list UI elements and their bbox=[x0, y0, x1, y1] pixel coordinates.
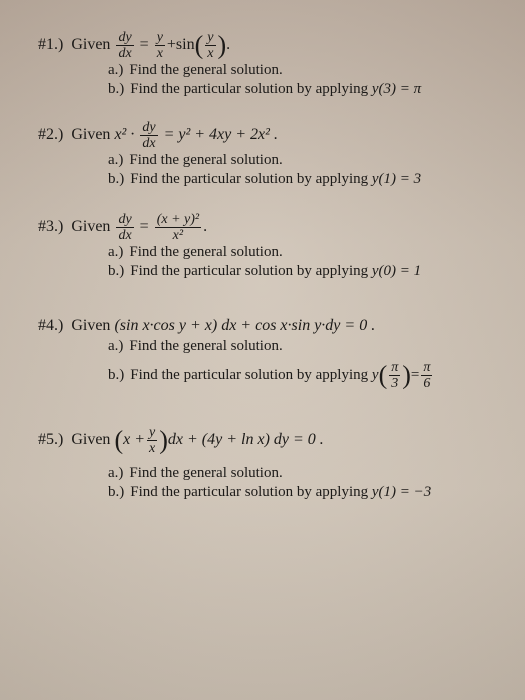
given-word: Given bbox=[71, 36, 111, 54]
initial-condition: y(1) = −3 bbox=[371, 484, 432, 500]
condition-value-fraction: $\frac{\pi}{6}$ bbox=[423, 360, 431, 391]
part-b-text: Find the particular solution by applying bbox=[130, 484, 369, 500]
part-a-text: Find the general solution. bbox=[129, 62, 283, 78]
part-b: b.) Find the particular solution by applying y( $\frac{\pi}{3}$ )= $\frac{\pi}{6}$ bbox=[108, 360, 431, 391]
part-b bbox=[38, 262, 508, 281]
sin-term: +sin bbox=[166, 36, 195, 54]
equation-rest: dx + (4y + ln x) dy = 0 . bbox=[167, 431, 324, 449]
part-a bbox=[38, 151, 508, 170]
part-a-label: a.) bbox=[108, 338, 124, 354]
problem-5 bbox=[38, 425, 508, 502]
sin-argument-fraction: $\frac{y}{x}$ bbox=[207, 30, 214, 61]
part-a-label: a.) bbox=[108, 465, 124, 481]
initial-condition-func: y bbox=[371, 366, 379, 383]
equation-rhs: = y² + 4xy + 2x² . bbox=[163, 126, 278, 144]
equals-sign: = bbox=[139, 218, 149, 236]
problem-1 bbox=[38, 30, 508, 99]
part-b-text: Find the particular solution by applying bbox=[130, 366, 369, 383]
problem-4 bbox=[38, 315, 508, 391]
part-a bbox=[38, 337, 508, 356]
period: . bbox=[226, 36, 231, 54]
given-word: Given bbox=[71, 317, 111, 334]
part-b-text: Find the particular solution by applying bbox=[130, 81, 369, 97]
initial-condition: y(0) = 1 bbox=[371, 263, 422, 279]
part-a-label: a.) bbox=[108, 62, 124, 78]
part-a-text: Find the general solution. bbox=[129, 338, 283, 354]
derivative-fraction: $\frac{dy}{dx}$ bbox=[142, 120, 156, 151]
part-b-label: b.) bbox=[108, 81, 125, 97]
problem-2-statement bbox=[38, 120, 508, 151]
part-b-label: b.) bbox=[108, 484, 125, 500]
derivative-fraction: $\frac{dy}{dx}$ bbox=[118, 212, 132, 243]
problem-number: #2.) bbox=[38, 126, 64, 144]
part-b-label: b.) bbox=[108, 366, 125, 383]
condition-argument-fraction: $\frac{\pi}{3}$ bbox=[391, 360, 399, 391]
problem-3 bbox=[38, 212, 508, 281]
part-b-text: Find the particular solution by applying bbox=[130, 263, 369, 279]
rhs-fraction: $\frac{\text{(x + y)²}}{\text{x²}}$ bbox=[156, 212, 200, 243]
y-over-x-fraction: $\frac{y}{x}$ bbox=[156, 30, 163, 61]
problem-2 bbox=[38, 120, 508, 189]
part-a-text: Find the general solution. bbox=[129, 465, 283, 481]
part-a bbox=[38, 61, 508, 80]
problem-3-statement bbox=[38, 212, 508, 243]
part-b-text: Find the particular solution by applying bbox=[130, 171, 369, 187]
part-b-label: b.) bbox=[108, 171, 125, 187]
problem-number: #5.) bbox=[38, 431, 64, 449]
part-a bbox=[38, 243, 508, 262]
given-word: Given bbox=[71, 431, 111, 449]
initial-condition: y(1) = 3 bbox=[371, 171, 422, 187]
part-a-label: a.) bbox=[108, 244, 124, 260]
part-b bbox=[38, 170, 508, 189]
part-a-text: Find the general solution. bbox=[129, 244, 283, 260]
initial-condition: y(3) = π bbox=[371, 81, 422, 97]
y-over-x-fraction: $\frac{y}{x}$ bbox=[149, 425, 156, 456]
given-word: Given bbox=[71, 218, 111, 236]
equals-sign: = bbox=[410, 366, 420, 383]
part-b bbox=[38, 80, 508, 99]
part-a-label: a.) bbox=[108, 152, 124, 168]
part-b bbox=[38, 483, 508, 502]
equation: (sin x·cos y + x) dx + cos x·sin y·dy = 0 . bbox=[114, 317, 376, 334]
x-squared-term: x² · bbox=[114, 126, 135, 144]
problem-number: #4.) bbox=[38, 317, 64, 334]
part-a bbox=[38, 464, 508, 483]
x-plus-term: x + bbox=[123, 431, 146, 449]
problem-number: #1.) bbox=[38, 36, 64, 54]
equals-sign: = bbox=[139, 36, 149, 54]
problem-number: #3.) bbox=[38, 218, 64, 236]
problem-1-statement: #1.) Given $\frac{dy}{dx}$ = $\frac{y}{x}$ +sin( $\frac{y}{x}$ ). bbox=[38, 30, 231, 61]
part-b-label: b.) bbox=[108, 263, 125, 279]
derivative-fraction: $\frac{dy}{dx}$ bbox=[118, 30, 132, 61]
problem-4-statement bbox=[38, 315, 508, 337]
part-a-text: Find the general solution. bbox=[129, 152, 283, 168]
given-word: Given bbox=[71, 126, 111, 144]
period: . bbox=[203, 218, 208, 236]
problem-5-statement: #5.) Given (x + $\frac{y}{x}$ )dx + (4y + ln x) dy = 0 . bbox=[38, 425, 324, 456]
